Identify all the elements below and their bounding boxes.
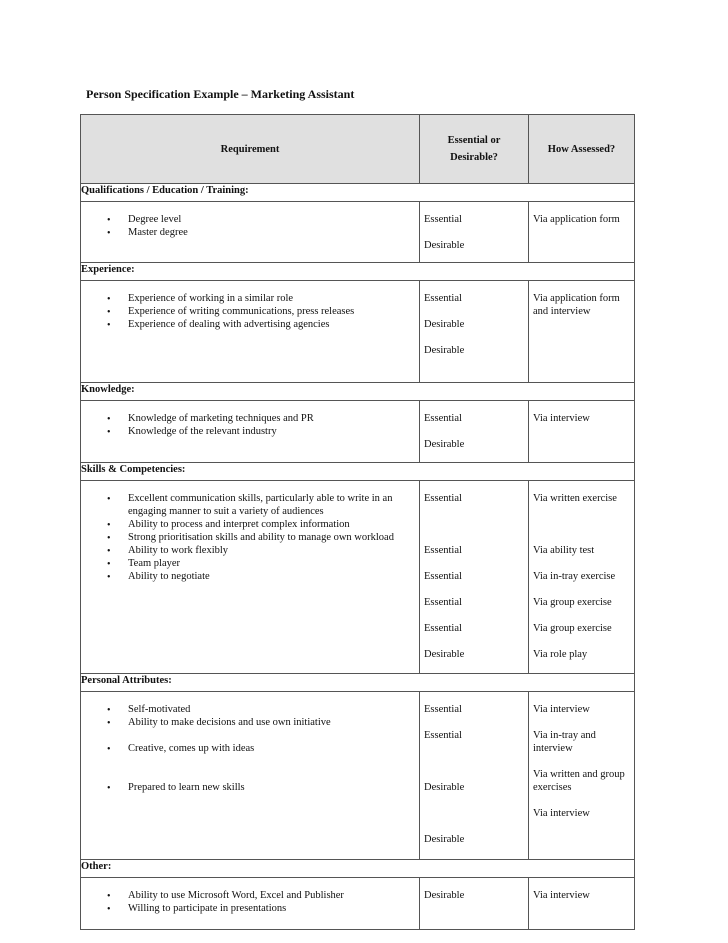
requirement-text: Experience of dealing with advertising agencies — [128, 319, 330, 330]
assessed-value — [533, 531, 630, 544]
list-item — [81, 318, 415, 331]
assessed-value: and interview — [533, 306, 591, 317]
list-item — [81, 703, 415, 716]
requirement-text: Experience of working in a similar role — [128, 293, 294, 304]
assessed-cell — [529, 878, 635, 930]
bullet-icon: • — [107, 520, 111, 531]
section-body-row — [81, 481, 635, 674]
list-item — [81, 492, 415, 518]
section-header-row — [81, 463, 635, 481]
section-title: Qualifications / Education / Training: — [81, 184, 635, 202]
essential-value: Essential — [424, 704, 462, 715]
bullet-icon: • — [107, 904, 111, 915]
essential-cell — [420, 202, 529, 263]
essential-value: Essential — [424, 597, 462, 608]
bullet-icon: • — [107, 744, 111, 755]
essential-value: Desirable — [424, 834, 465, 845]
essential-value — [424, 609, 524, 622]
list-item — [81, 544, 415, 557]
page-title: Person Specification Example – Marketing Assistant — [86, 87, 355, 101]
requirement-list — [81, 692, 419, 794]
requirement-list — [81, 481, 419, 583]
requirement-cell — [81, 878, 420, 930]
essential-value — [424, 635, 524, 648]
essential-value: Essential — [424, 730, 462, 741]
assessed-value: Via application form — [533, 214, 620, 225]
bullet-icon: • — [107, 427, 111, 438]
list-item — [81, 781, 415, 794]
header-assessed: How Assessed? — [529, 115, 635, 184]
essential-value: Desirable — [424, 345, 465, 356]
essential-value: Essential — [424, 214, 462, 225]
assessed-value: interview — [533, 743, 573, 754]
list-item — [81, 305, 415, 318]
essential-value — [424, 742, 524, 755]
assessed-value: Via interview — [533, 413, 590, 424]
section-header-row — [81, 860, 635, 878]
essential-value: Desirable — [424, 649, 465, 660]
essential-cell — [420, 692, 529, 860]
list-item — [81, 518, 415, 531]
essential-value: Desirable — [424, 890, 465, 901]
essential-value: Essential — [424, 571, 462, 582]
requirement-text: Knowledge of marketing techniques and PR — [128, 413, 314, 424]
requirement-text: Prepared to learn new skills — [128, 782, 245, 793]
essential-value: Essential — [424, 545, 462, 556]
requirement-list — [81, 281, 419, 331]
essential-value: Desirable — [424, 782, 465, 793]
requirement-cell — [81, 401, 420, 463]
assessed-cell — [529, 281, 635, 383]
essential-value — [424, 425, 524, 438]
essential-value — [424, 768, 524, 781]
assessed-value: Via written and group — [533, 769, 625, 780]
list-item — [81, 213, 415, 226]
section-body-row — [81, 401, 635, 463]
essential-value — [424, 755, 524, 768]
essential-cell — [420, 481, 529, 674]
requirement-text: Ability to process and interpret complex information — [128, 519, 350, 530]
assessed-value — [533, 609, 630, 622]
assessed-value: Via group exercise — [533, 623, 612, 634]
section-title: Knowledge: — [81, 383, 635, 401]
assessed-value — [533, 557, 630, 570]
requirement-text: Master degree — [128, 227, 188, 238]
essential-value: Desirable — [424, 439, 465, 450]
assessed-cell — [529, 202, 635, 263]
requirement-text: Ability to negotiate — [128, 571, 210, 582]
requirement-list — [81, 202, 419, 239]
bullet-icon: • — [107, 294, 111, 305]
assessed-value: exercises — [533, 782, 572, 793]
essential-value — [424, 807, 524, 820]
assessed-cell — [529, 401, 635, 463]
assessed-value — [533, 794, 630, 807]
bullet-icon: • — [107, 572, 111, 583]
requirement-text: Creative, comes up with ideas — [128, 743, 255, 754]
essential-value: Essential — [424, 413, 462, 424]
essential-value: Essential — [424, 293, 462, 304]
essential-value: Essential — [424, 623, 462, 634]
assessed-value: Via interview — [533, 890, 590, 901]
requirement-text: Degree level — [128, 214, 182, 225]
list-item — [81, 425, 415, 438]
requirement-cell — [81, 692, 420, 860]
requirement-text: Willing to participate in presentations — [128, 903, 287, 914]
section-header-row — [81, 383, 635, 401]
section-title: Experience: — [81, 263, 635, 281]
assessed-value — [533, 583, 630, 596]
bullet-icon: • — [107, 705, 111, 716]
section-body-row — [81, 878, 635, 930]
requirement-text: Self-motivated — [128, 704, 191, 715]
header-requirement: Requirement — [81, 115, 420, 184]
section-title: Other: — [81, 860, 635, 878]
section-body-row — [81, 692, 635, 860]
header-essential-line1: Essential or — [447, 135, 501, 146]
header-essential — [420, 115, 529, 184]
list-item — [81, 742, 415, 755]
header-essential-line2: Desirable? — [450, 152, 498, 163]
assessed-value: Via application form — [533, 293, 620, 304]
section-header-row — [81, 184, 635, 202]
list-item — [81, 889, 415, 902]
person-spec-table — [80, 114, 635, 930]
requirement-text: Team player — [128, 558, 181, 569]
requirement-text: Knowledge of the relevant industry — [128, 426, 277, 437]
list-item — [81, 412, 415, 425]
section-body-row — [81, 281, 635, 383]
assessed-value: Via written exercise — [533, 493, 617, 504]
essential-cell — [420, 401, 529, 463]
essential-value: Desirable — [424, 319, 465, 330]
section-body-row — [81, 202, 635, 263]
assessed-value: Via interview — [533, 808, 590, 819]
requirement-cell — [81, 202, 420, 263]
essential-value — [424, 557, 524, 570]
essential-value — [424, 331, 524, 344]
essential-value: Essential — [424, 493, 462, 504]
list-item — [81, 716, 415, 729]
assessed-value: Via ability test — [533, 545, 595, 556]
assessed-value — [533, 505, 630, 518]
table-header-row — [81, 115, 635, 184]
list-item — [81, 570, 415, 583]
bullet-icon: • — [107, 320, 111, 331]
assessed-value — [533, 755, 630, 768]
list-item — [81, 557, 415, 570]
assessed-value: Via role play — [533, 649, 588, 660]
requirement-text: Ability to work flexibly — [128, 545, 229, 556]
requirement-text: Excellent communication skills, particularly able to write in an engaging manner to suit a variety of audiences — [128, 493, 393, 517]
essential-value: Desirable — [424, 240, 465, 251]
table-body — [81, 184, 635, 930]
assessed-value — [533, 635, 630, 648]
list-item — [81, 292, 415, 305]
essential-value — [424, 518, 524, 531]
bullet-icon: • — [107, 494, 111, 505]
essential-value — [424, 716, 524, 729]
section-header-row — [81, 674, 635, 692]
assessed-cell — [529, 692, 635, 860]
essential-cell — [420, 878, 529, 930]
list-item — [81, 902, 415, 915]
list-item — [81, 531, 415, 544]
section-title: Skills & Competencies: — [81, 463, 635, 481]
essential-cell — [420, 281, 529, 383]
bullet-icon: • — [107, 215, 111, 226]
assessed-cell — [529, 481, 635, 674]
requirement-text: Ability to use Microsoft Word, Excel and Publisher — [128, 890, 344, 901]
assessed-value: Via group exercise — [533, 597, 612, 608]
requirement-list — [81, 878, 419, 915]
requirement-cell — [81, 281, 420, 383]
essential-value — [424, 820, 524, 833]
assessed-value: Via interview — [533, 704, 590, 715]
requirement-text: Strong prioritisation skills and ability to manage own workload — [128, 532, 394, 543]
list-item — [81, 226, 415, 239]
bullet-icon: • — [107, 228, 111, 239]
essential-value — [424, 305, 524, 318]
essential-value — [424, 531, 524, 544]
bullet-icon: • — [107, 718, 111, 729]
bullet-icon: • — [107, 891, 111, 902]
bullet-icon: • — [107, 533, 111, 544]
essential-value — [424, 505, 524, 518]
bullet-icon: • — [107, 783, 111, 794]
assessed-value: Via in-tray and — [533, 730, 596, 741]
assessed-value — [533, 716, 630, 729]
assessed-value — [533, 518, 630, 531]
bullet-icon: • — [107, 559, 111, 570]
requirement-list — [81, 401, 419, 438]
requirement-text: Ability to make decisions and use own initiative — [128, 717, 331, 728]
bullet-icon: • — [107, 414, 111, 425]
requirement-cell — [81, 481, 420, 674]
essential-value — [424, 583, 524, 596]
requirement-text: Experience of writing communications, press releases — [128, 306, 355, 317]
essential-value — [424, 226, 524, 239]
bullet-icon: • — [107, 546, 111, 557]
section-title: Personal Attributes: — [81, 674, 635, 692]
section-header-row — [81, 263, 635, 281]
assessed-value: Via in-tray exercise — [533, 571, 616, 582]
bullet-icon: • — [107, 307, 111, 318]
essential-value — [424, 794, 524, 807]
